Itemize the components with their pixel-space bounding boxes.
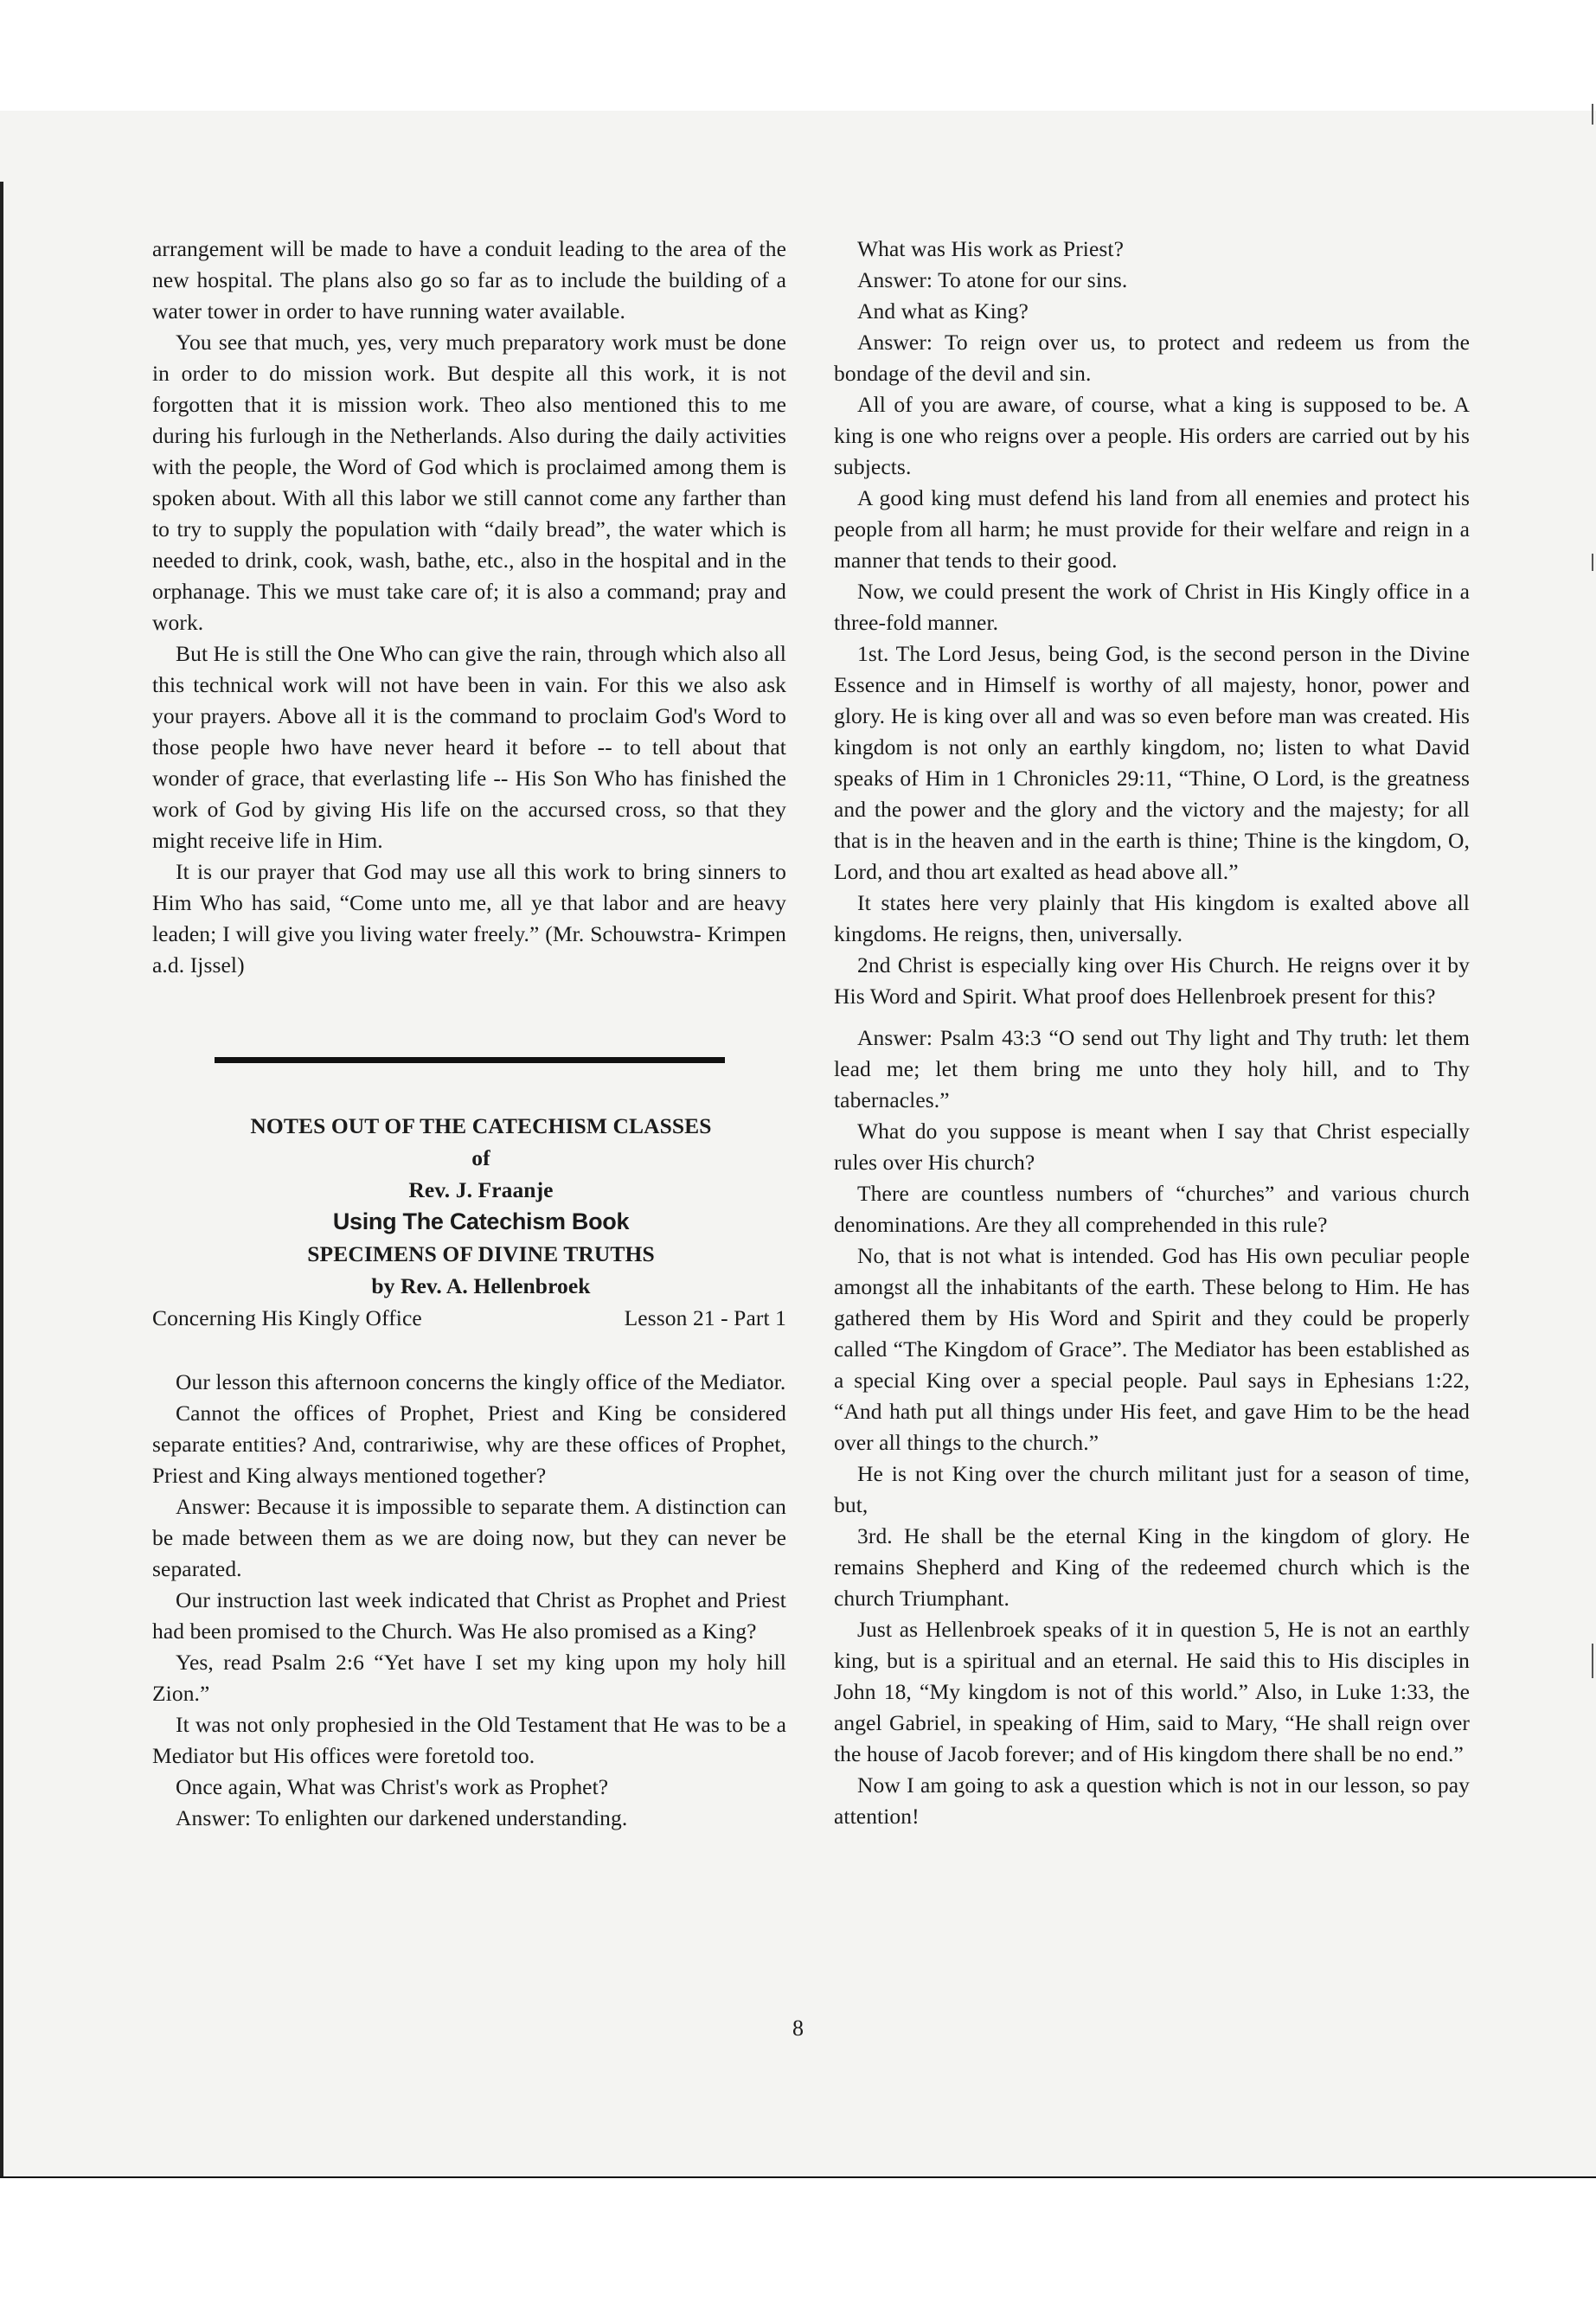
heading-book-title: SPECIMENS OF DIVINE TRUTHS — [307, 1241, 655, 1266]
page-left-edge — [0, 182, 3, 2176]
paragraph: Now, we could present the work of Christ in His Kingly office in a three-fold manner. — [834, 579, 1470, 635]
paragraph: Once again, What was Christ's work as Prophet? — [176, 1774, 609, 1799]
article-heading — [152, 1110, 786, 1334]
heading-subtitle: Using The Catechism Book — [332, 1208, 630, 1234]
question-line: What was His work as Priest? — [857, 236, 1125, 261]
paragraph: Answer: To reign over us, to protect and redeem us from the bondage of the devil and sin. — [834, 330, 1470, 386]
answer-line: Answer: To atone for our sins. — [857, 267, 1128, 292]
left-column — [152, 234, 786, 1834]
paragraph: 1st. The Lord Jesus, being God, is the second person in the Divine Essence and in Himself is worthy of all majesty, honor, power and glory. He is king over all and was so even before man was created. His kingdom is not only an earthly kingdom, no; listen to what David speaks of Him in 1 Chronicles 29:11, “Thine, O Lord, is the greatness and the power and the glory and the victory and the majesty; for all that is in the heaven and in the earth is thine; Thine is the kingdom, O, Lord, and thou art exalted as head above all.” — [834, 641, 1470, 884]
paragraph: Answer: Because it is impossible to separate them. A distinction can be made between them as we are doing now, but they can never be separated. — [152, 1494, 786, 1581]
heading-title: NOTES OUT OF THE CATECHISM CLASSES — [250, 1113, 712, 1138]
paragraph: A good king must defend his land from all enemies and protect his people from all harm; he must provide for their welfare and reign in a manner that tends to their good. — [834, 485, 1470, 573]
paragraph: Now I am going to ask a question which is not in our lesson, so pay attention! — [834, 1772, 1470, 1829]
paragraph: Answer: To enlighten our darkened understanding. — [176, 1805, 628, 1830]
edge-mark — [1592, 104, 1593, 125]
paragraph: What do you suppose is meant when I say that Christ especially rules over His church? — [834, 1118, 1470, 1175]
scan-margin-bottom — [0, 2178, 1596, 2301]
question-line: And what as King? — [857, 298, 1029, 324]
paragraph: You see that much, yes, very much preparatory work must be done in order to do mission work. But despite all this work, it is not forgotten that it is mission work. Theo also mentioned this to me during his furlough in the Netherlands. Also during the daily activities with the people, the Word of God which is proclaimed among them is spoken about. With all this labor we still cannot come any farther than to try to supply the population with “daily bread”, the water which is needed to drink, cook, wash, bathe, etc., also in the hospital and in the orphanage. This we must take care of; it is also a command; pray and work. — [152, 330, 786, 635]
paragraph: All of you are aware, of course, what a king is supposed to be. A king is one who reigns over a people. His orders are carried out by his subjects. — [834, 392, 1470, 479]
lesson-topic: Concerning His Kingly Office — [152, 1305, 422, 1330]
heading-of: of — [471, 1145, 490, 1170]
paragraph: There are countless numbers of “churches” and various church denominations. Are they all comprehended in this rule? — [834, 1181, 1470, 1237]
paragraph: Our instruction last week indicated that Christ as Prophet and Priest had been promised to the Church. Was He also promised as a King? — [152, 1587, 786, 1644]
paragraph: It is our prayer that God may use all this work to bring sinners to Him Who has said, “Come unto me, all ye that labor and are heavy leaden; I will give you living water freely.” (Mr. Schouwstra- Krimpen a.d. Ijssel) — [152, 859, 786, 977]
paragraph: It was not only prophesied in the Old Testament that He was to be a Mediator but His offices were foretold too. — [152, 1712, 786, 1768]
paragraph: arrangement will be made to have a conduit leading to the area of the new hospital. The plans also go so far as to include the building of a water tower in order to have running water available. — [152, 236, 786, 324]
paragraph: But He is still the One Who can give the rain, through which also all this technical work will not have been in vain. For this we also ask your prayers. Above all it is the command to proclaim God's Word to those people hwo have never heard it before -- to tell about that wonder of grace, that everlasting life -- His Son Who has finished the work of God by giving His life on the accursed cross, so that they might receive life in Him. — [152, 641, 786, 853]
page-number: 8 — [792, 2016, 804, 2041]
paragraph: Answer: Psalm 43:3 “O send out Thy light and Thy truth: let them lead me; let them bring me unto they holy hill, and to Thy tabernacles.” — [834, 1025, 1470, 1112]
paragraph: Yes, read Psalm 2:6 “Yet have I set my king upon my holy hill Zion.” — [152, 1650, 786, 1706]
heading-book-author: by Rev. A. Hellenbroek — [371, 1273, 591, 1298]
paragraph: Just as Hellenbroek speaks of it in question 5, He is not an earthly king, but is a spiritual and an eternal. He said this to His disciples in John 18, “My kingdom is not of this world.” Also, in Luke 1:33, the angel Gabriel, in speaking of Him, said to Mary, “He shall reign over the house of Jacob forever; and of His kingdom there shall be no end.” — [834, 1617, 1470, 1766]
lesson-number: Lesson 21 - Part 1 — [624, 1305, 786, 1330]
lesson-line — [152, 1302, 786, 1334]
paragraph: Cannot the offices of Prophet, Priest and King be considered separate entities? And, contrariwise, why are these offices of Prophet, Priest and King always mentioned together? — [152, 1400, 786, 1488]
section-divider — [215, 1057, 725, 1063]
edge-mark — [1592, 1644, 1593, 1678]
scan-margin-top — [0, 0, 1596, 111]
edge-mark — [1592, 554, 1593, 571]
paragraph: 2nd Christ is especially king over His Church. He reigns over it by His Word and Spirit. What proof does Hellenbroek present for this? — [834, 952, 1470, 1009]
heading-author: Rev. J. Fraanje — [408, 1177, 554, 1202]
paragraph: Our lesson this afternoon concerns the kingly office of the Mediator. — [176, 1369, 786, 1394]
right-column — [834, 234, 1470, 1832]
paragraph: No, that is not what is intended. God has His own peculiar people amongst all the inhabitants of the earth. These belong to Him. He has gathered them by His Word and Spirit and they could be properly called “The Kingdom of Grace”. The Mediator has been established as a special King over a special people. Paul says in Ephesians 1:22, “And hath put all things under His feet, and gave Him to be the head over all things to the church.” — [834, 1243, 1470, 1455]
paragraph: He is not King over the church militant just for a season of time, but, — [834, 1461, 1470, 1517]
paragraph: 3rd. He shall be the eternal King in the kingdom of glory. He remains Shepherd and King of the redeemed church which is the church Triumphant. — [834, 1523, 1470, 1611]
paragraph-gap — [834, 1012, 1470, 1022]
paragraph: It states here very plainly that His kingdom is exalted above all kingdoms. He reigns, then, universally. — [834, 890, 1470, 946]
